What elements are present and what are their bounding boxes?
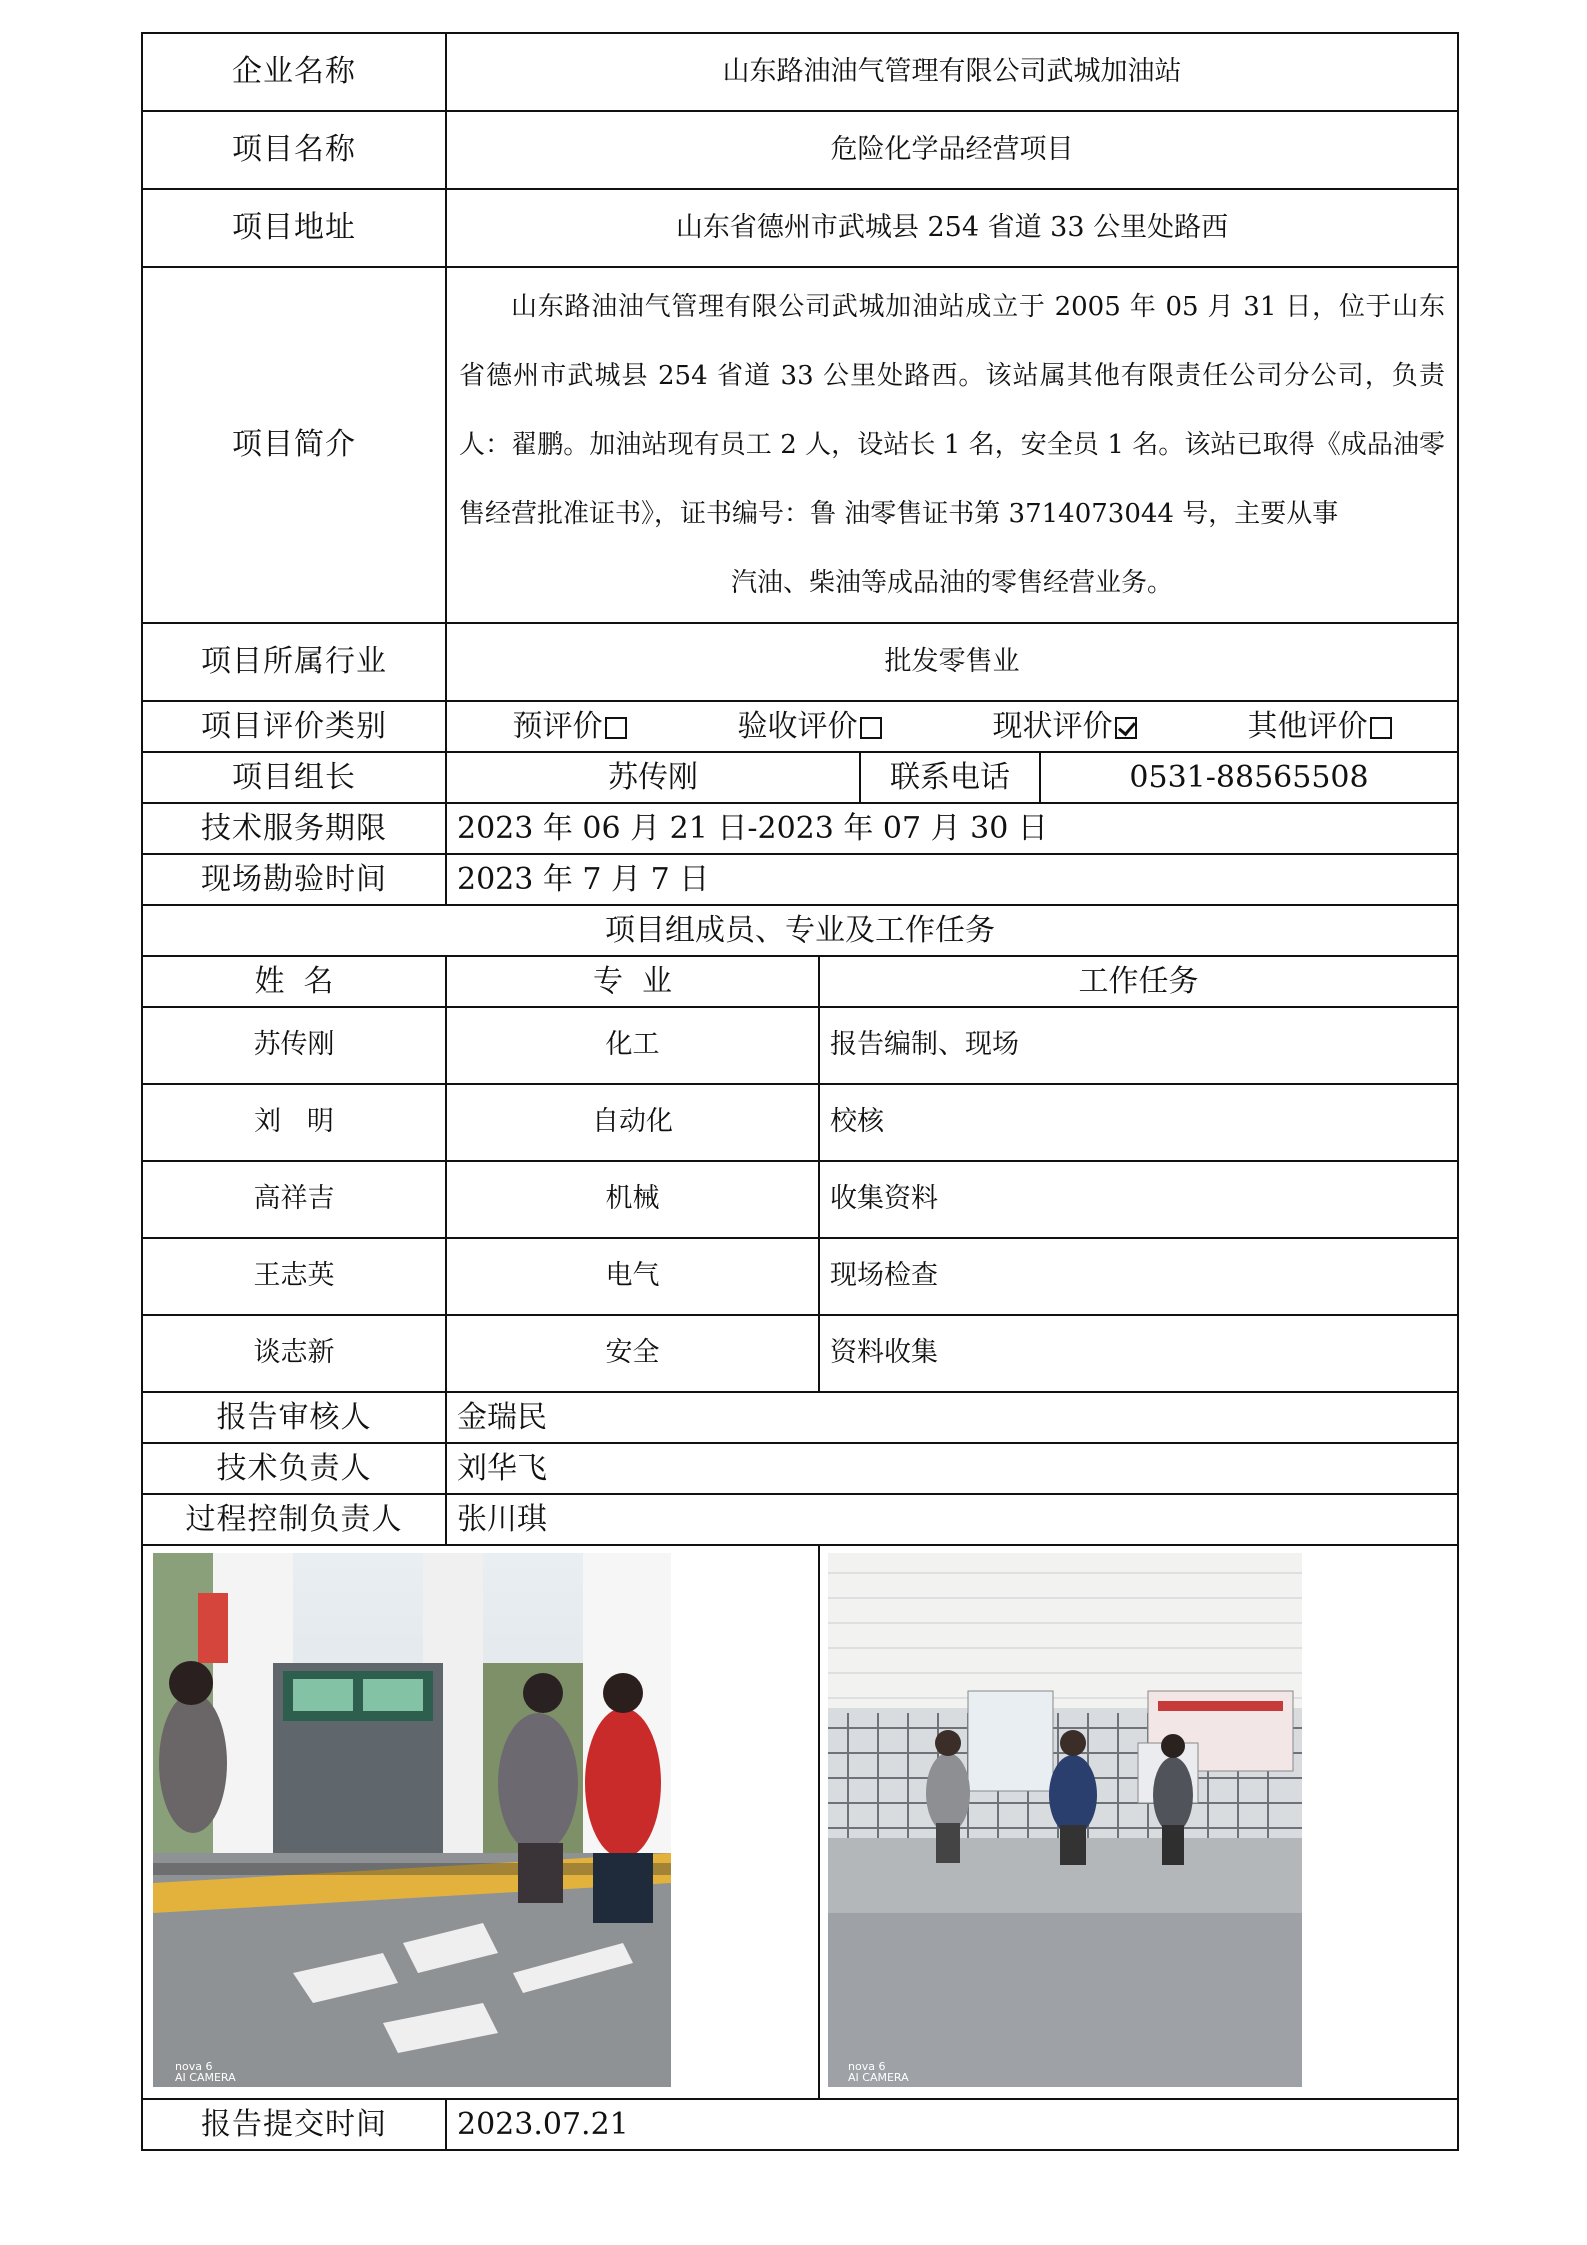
site-photo-staff bbox=[828, 1553, 1302, 2087]
industry-label: 项目所属行业 bbox=[142, 623, 446, 701]
service-period-value: 2023 年 06 月 21 日-2023 年 07 月 30 日 bbox=[446, 803, 1458, 854]
row-tech-lead bbox=[142, 1443, 1458, 1494]
right-camera-watermark bbox=[848, 2061, 909, 2083]
leader-label: 项目组长 bbox=[142, 752, 446, 803]
eval-option-other[interactable] bbox=[1248, 709, 1392, 745]
submit-time-label: 报告提交时间 bbox=[142, 2099, 446, 2150]
member-task: 收集资料 bbox=[819, 1161, 1458, 1238]
site-survey-label: 现场勘验时间 bbox=[142, 854, 446, 905]
table-row bbox=[142, 1161, 1458, 1238]
fuel-dispenser-photo-icon bbox=[153, 1553, 671, 2087]
checkbox-empty-icon[interactable] bbox=[1370, 717, 1392, 739]
address-value: 山东省德州市武城县 254 省道 33 公里处路西 bbox=[446, 189, 1458, 267]
row-reviewer bbox=[142, 1392, 1458, 1443]
member-major: 自动化 bbox=[446, 1084, 819, 1161]
eval-option-other-label: 其他评价 bbox=[1247, 708, 1368, 744]
member-name: 刘 明 bbox=[142, 1084, 446, 1161]
eval-type-label: 项目评价类别 bbox=[142, 701, 446, 752]
team-header-name: 姓 名 bbox=[142, 956, 446, 1007]
row-photos bbox=[142, 1545, 1458, 2099]
service-period-label: 技术服务期限 bbox=[142, 803, 446, 854]
address-label: 项目地址 bbox=[142, 189, 446, 267]
member-task: 校核 bbox=[819, 1084, 1458, 1161]
project-name-value: 危险化学品经营项目 bbox=[446, 111, 1458, 189]
staff-photo-icon bbox=[828, 1553, 1302, 2087]
info-table bbox=[141, 32, 1459, 2151]
right-watermark-model: nova 6 bbox=[848, 2060, 886, 2073]
intro-label: 项目简介 bbox=[142, 267, 446, 623]
member-name: 王志英 bbox=[142, 1238, 446, 1315]
member-task: 报告编制、现场 bbox=[819, 1007, 1458, 1084]
table-row bbox=[142, 1238, 1458, 1315]
row-team-title bbox=[142, 905, 1458, 956]
checkbox-empty-icon[interactable] bbox=[860, 717, 882, 739]
row-submit-time bbox=[142, 2099, 1458, 2150]
eval-option-pre-label: 预评价 bbox=[512, 708, 603, 744]
process-control-label: 过程控制负责人 bbox=[142, 1494, 446, 1545]
photo-cell-left bbox=[142, 1545, 819, 2099]
intro-last-line: 汽油、柴油等成品油的零售经营业务。 bbox=[731, 567, 1174, 598]
checkbox-checked-icon[interactable] bbox=[1115, 717, 1137, 739]
member-major: 安全 bbox=[446, 1315, 819, 1392]
phone-label: 联系电话 bbox=[890, 760, 1010, 795]
row-project-name bbox=[142, 111, 1458, 189]
photo-cell-right bbox=[819, 1545, 1458, 2099]
row-address bbox=[142, 189, 1458, 267]
member-task: 资料收集 bbox=[819, 1315, 1458, 1392]
left-watermark-sub: AI CAMERA bbox=[175, 2071, 236, 2084]
process-control-value: 张川琪 bbox=[446, 1494, 1458, 1545]
industry-value: 批发零售业 bbox=[446, 623, 1458, 701]
row-site-survey bbox=[142, 854, 1458, 905]
table-row bbox=[142, 1007, 1458, 1084]
site-photo-fuel-dispenser bbox=[153, 1553, 671, 2087]
member-major: 化工 bbox=[446, 1007, 819, 1084]
member-major: 机械 bbox=[446, 1161, 819, 1238]
eval-option-acceptance-label: 验收评价 bbox=[737, 708, 858, 744]
eval-option-current-label: 现状评价 bbox=[992, 708, 1113, 744]
left-camera-watermark bbox=[175, 2061, 236, 2083]
eval-option-current[interactable] bbox=[993, 709, 1137, 745]
intro-cell bbox=[446, 267, 1458, 623]
row-intro bbox=[142, 267, 1458, 623]
row-industry bbox=[142, 623, 1458, 701]
member-name: 谈志新 bbox=[142, 1315, 446, 1392]
eval-option-pre[interactable] bbox=[513, 709, 627, 745]
table-row bbox=[142, 1084, 1458, 1161]
member-name: 高祥吉 bbox=[142, 1161, 446, 1238]
right-watermark-sub: AI CAMERA bbox=[848, 2071, 909, 2084]
site-survey-value: 2023 年 7 月 7 日 bbox=[446, 854, 1458, 905]
leader-value: 苏传刚 bbox=[447, 753, 861, 802]
row-eval-type bbox=[142, 701, 1458, 752]
intro-text: 山东路油油气管理有限公司武城加油站成立于 2005 年 05 月 31 日，位于山东省德州市武城县 254 省道 33 公里处路西。该站属其他有限责任公司分公司，负责人：翟鹏。加油站现有员工 2 人，设站长 1 名，安全员 1 名。该站已取得《成品油零售经营批准证书》，证书编号：鲁 油零售证书第 3714073044 号，主要从事 bbox=[459, 291, 1446, 529]
member-name: 苏传刚 bbox=[142, 1007, 446, 1084]
reviewer-label: 报告审核人 bbox=[142, 1392, 446, 1443]
left-watermark-model: nova 6 bbox=[175, 2060, 213, 2073]
team-section-title: 项目组成员、专业及工作任务 bbox=[142, 905, 1458, 956]
team-header-major: 专 业 bbox=[446, 956, 819, 1007]
row-leader bbox=[142, 752, 1458, 803]
eval-type-options bbox=[446, 701, 1458, 752]
row-service-period bbox=[142, 803, 1458, 854]
phone-value: 0531-88565508 bbox=[1040, 752, 1458, 803]
project-name-label: 项目名称 bbox=[142, 111, 446, 189]
member-major: 电气 bbox=[446, 1238, 819, 1315]
team-header-task: 工作任务 bbox=[819, 956, 1458, 1007]
member-task: 现场检查 bbox=[819, 1238, 1458, 1315]
enterprise-label: 企业名称 bbox=[142, 33, 446, 111]
row-process-control bbox=[142, 1494, 1458, 1545]
enterprise-value: 山东路油油气管理有限公司武城加油站 bbox=[446, 33, 1458, 111]
tech-lead-label: 技术负责人 bbox=[142, 1443, 446, 1494]
tech-lead-value: 刘华飞 bbox=[446, 1443, 1458, 1494]
reviewer-value: 金瑞民 bbox=[446, 1392, 1458, 1443]
checkbox-empty-icon[interactable] bbox=[605, 717, 627, 739]
table-row bbox=[142, 1315, 1458, 1392]
row-team-header bbox=[142, 956, 1458, 1007]
row-enterprise bbox=[142, 33, 1458, 111]
eval-option-acceptance[interactable] bbox=[738, 709, 882, 745]
submit-time-value: 2023.07.21 bbox=[446, 2099, 1458, 2150]
evaluation-info-sheet bbox=[141, 32, 1457, 2151]
